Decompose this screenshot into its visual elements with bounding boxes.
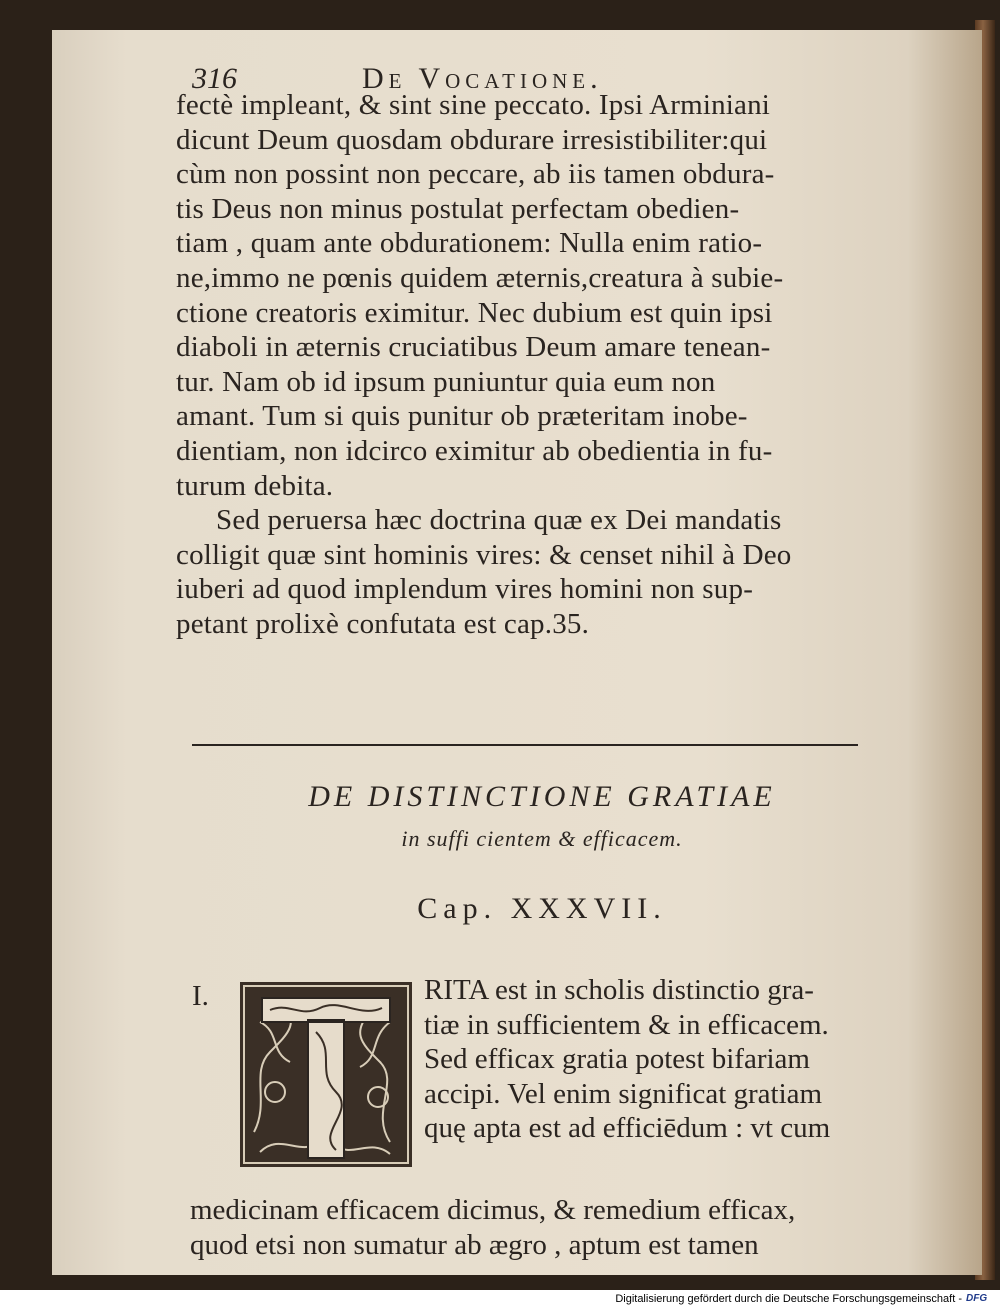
text-line: medicinam efficacem dicimus, & remedium efficax,	[190, 1194, 796, 1226]
text-line: quod etsi non sumatur ab ægro , aptum est tamen	[190, 1228, 759, 1261]
chapter-text-full	[190, 1191, 910, 1260]
text-line: accipi. Vel enim significat gratiam	[424, 1077, 823, 1110]
text-line: turum debita.	[176, 469, 334, 502]
digitization-footer	[0, 1290, 1000, 1311]
text-line: quę apta est ad efficiēdum : vt cum	[424, 1112, 831, 1145]
chapter-text-wrapped	[424, 973, 884, 1146]
text-line: ne,immo ne pœnis quidem æternis,creatura à subie-	[176, 261, 784, 294]
section-heading: DE DISTINCTIONE GRATIAE	[308, 780, 776, 813]
paragraph-marker: I.	[192, 980, 209, 1012]
footer-credit: Digitalisierung gefördert durch die Deutsche Forschungsgemeinschaft -	[615, 1293, 962, 1305]
running-title: De Vocatione.	[362, 62, 603, 95]
text-line: colligit quæ sint hominis vires: & censet nihil à Deo	[176, 538, 792, 571]
section-subheading: in suffi cientem & efficacem.	[401, 826, 683, 851]
text-line: dicunt Deum quosdam obdurare irresistibiliter:qui	[176, 123, 768, 156]
text-line: Sed efficax gratia potest bifariam	[424, 1043, 810, 1076]
text-line: RITA est in scholis distinctio gra-	[424, 974, 814, 1006]
text-line: ctione creatoris eximitur. Nec dubium est quin ipsi	[176, 296, 773, 329]
text-line: fectè impleant, & sint sine peccato. Ipsi Arminiani	[176, 89, 771, 121]
section-divider	[192, 744, 858, 746]
text-line: Sed peruersa hæc doctrina quæ ex Dei mandatis	[216, 504, 782, 537]
text-line: tur. Nam ob id ipsum puniuntur quia eum non	[176, 365, 716, 398]
text-line: iuberi ad quod implendum vires homini non sup-	[176, 573, 754, 606]
book-page	[52, 30, 982, 1275]
text-line: tiæ in sufficientem & in efficacem.	[424, 1008, 829, 1041]
body-text	[176, 88, 876, 642]
text-line: tiam , quam ante obdurationem: Nulla enim ratio-	[176, 227, 763, 260]
chapter-title: Cap. XXXVII.	[417, 892, 667, 925]
text-line: petant prolixè confutata est cap.35.	[176, 607, 590, 640]
text-line: amant. Tum si quis punitur ob præteritam inobe-	[176, 400, 748, 433]
text-line: cùm non possint non peccare, ab iis tamen obdura-	[176, 158, 775, 191]
page-number: 316	[192, 62, 237, 95]
decorated-initial-icon	[240, 982, 412, 1167]
dfg-logo-icon: DFG	[966, 1293, 988, 1304]
text-line: tis Deus non minus postulat perfectam obedien-	[176, 192, 740, 225]
text-line: diaboli in æternis cruciatibus Deum amare tenean-	[176, 331, 771, 364]
text-line: dientiam, non idcirco eximitur ab obedientia in fu-	[176, 434, 773, 467]
